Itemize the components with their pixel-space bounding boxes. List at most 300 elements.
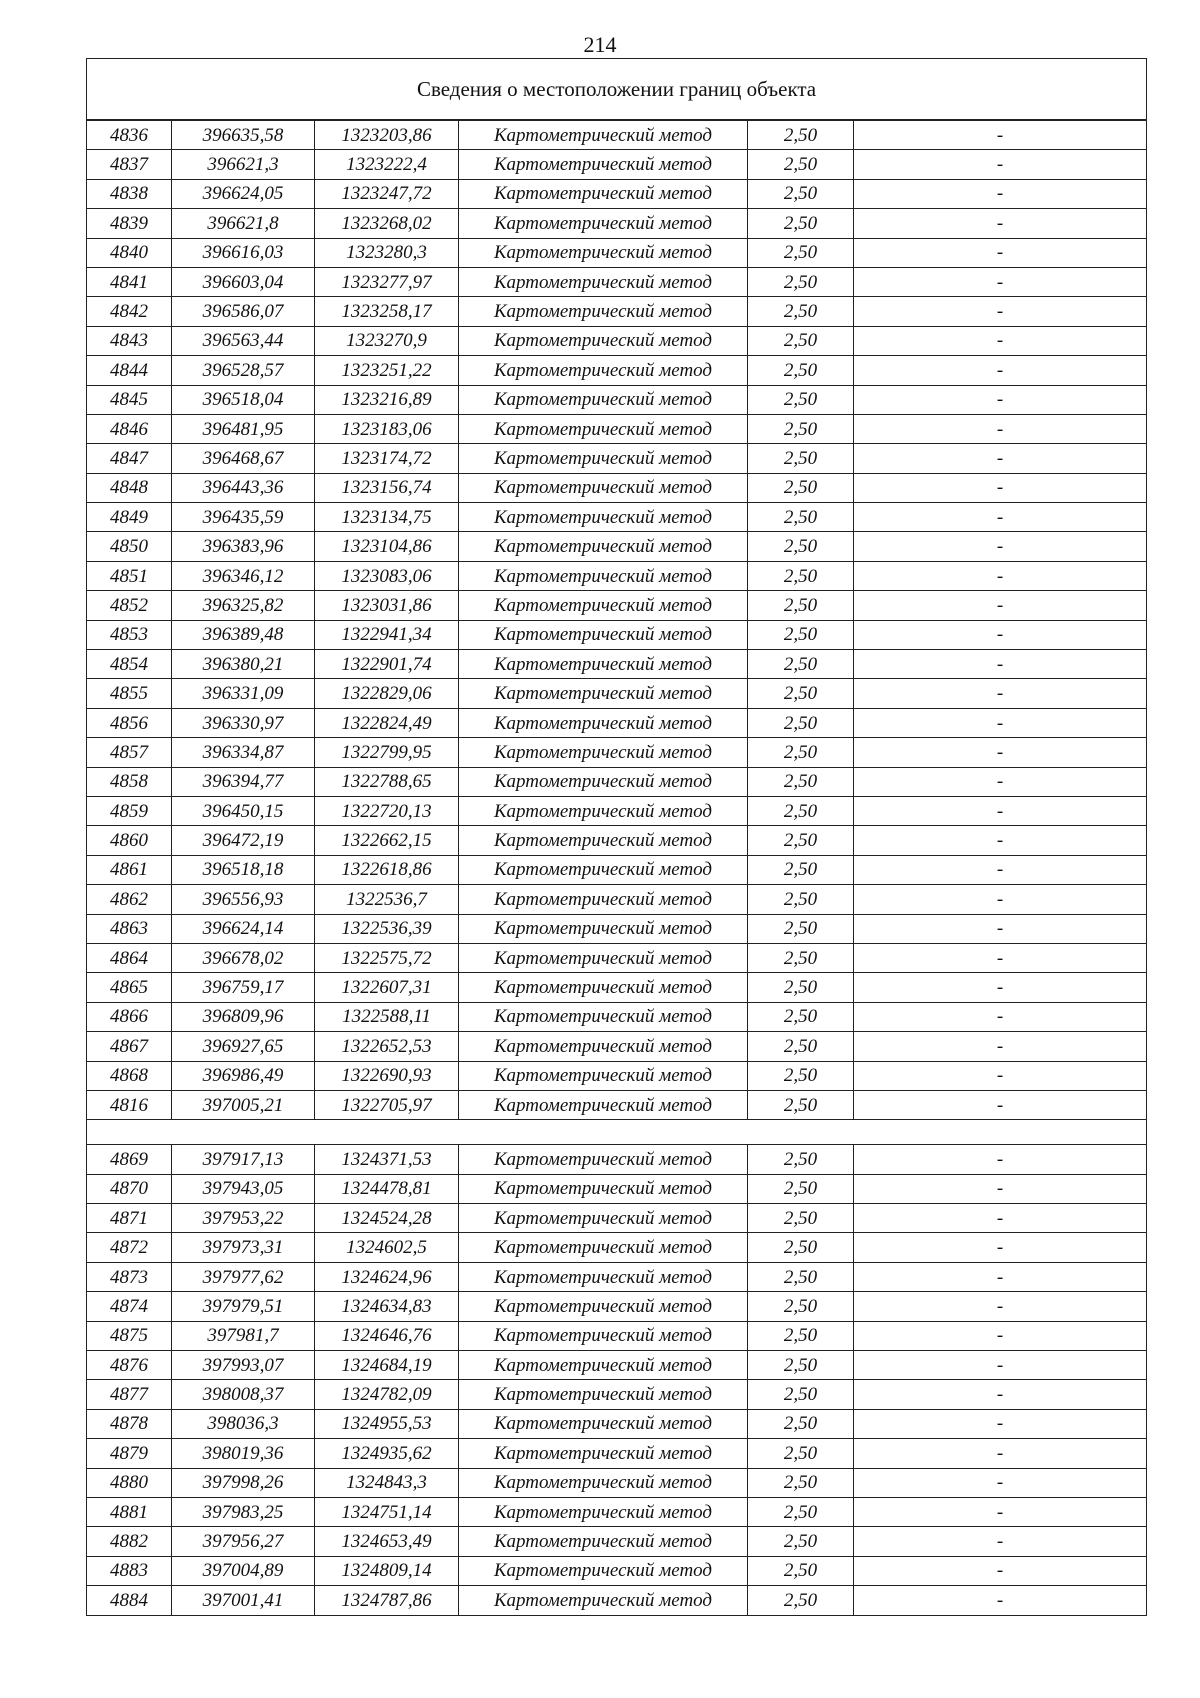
point-number-cell: 4869 (87, 1145, 172, 1174)
y-coordinate-cell: 1324646,76 (315, 1321, 459, 1350)
accuracy-cell: 2,50 (748, 209, 854, 238)
x-coordinate-cell: 396518,04 (172, 385, 315, 414)
y-coordinate-cell: 1322829,06 (315, 679, 459, 708)
y-coordinate-cell: 1324843,3 (315, 1468, 459, 1497)
point-number-cell: 4880 (87, 1468, 172, 1497)
description-cell: - (854, 1556, 1147, 1585)
point-number-cell: 4873 (87, 1262, 172, 1291)
table-row (87, 1292, 1147, 1321)
x-coordinate-cell: 397953,22 (172, 1204, 315, 1233)
method-cell: Картометрический метод (459, 1090, 748, 1119)
accuracy-cell: 2,50 (748, 1586, 854, 1615)
x-coordinate-cell: 396472,19 (172, 826, 315, 855)
description-cell: - (854, 326, 1147, 355)
table-row (87, 532, 1147, 561)
table-row (87, 1002, 1147, 1031)
y-coordinate-cell: 1324653,49 (315, 1527, 459, 1556)
point-number-cell: 4865 (87, 973, 172, 1002)
x-coordinate-cell: 397977,62 (172, 1262, 315, 1291)
method-cell: Картометрический метод (459, 826, 748, 855)
point-number-cell: 4883 (87, 1556, 172, 1585)
accuracy-cell: 2,50 (748, 1061, 854, 1090)
accuracy-cell: 2,50 (748, 1439, 854, 1468)
accuracy-cell: 2,50 (748, 708, 854, 737)
y-coordinate-cell: 1324751,14 (315, 1497, 459, 1526)
y-coordinate-cell: 1322588,11 (315, 1002, 459, 1031)
description-cell: - (854, 650, 1147, 679)
method-cell: Картометрический метод (459, 1556, 748, 1585)
accuracy-cell: 2,50 (748, 1174, 854, 1203)
method-cell: Картометрический метод (459, 1292, 748, 1321)
accuracy-cell: 2,50 (748, 414, 854, 443)
y-coordinate-cell: 1323134,75 (315, 503, 459, 532)
point-number-cell: 4868 (87, 1061, 172, 1090)
section-separator-row (87, 1120, 1147, 1145)
description-cell: - (854, 1262, 1147, 1291)
method-cell: Картометрический метод (459, 1145, 748, 1174)
accuracy-cell: 2,50 (748, 238, 854, 267)
y-coordinate-cell: 1322652,53 (315, 1032, 459, 1061)
point-number-cell: 4851 (87, 561, 172, 590)
description-cell: - (854, 1586, 1147, 1615)
method-cell: Картометрический метод (459, 1380, 748, 1409)
table-row (87, 1497, 1147, 1526)
table-title: Сведения о местоположении границ объекта (87, 59, 1147, 121)
accuracy-cell: 2,50 (748, 1351, 854, 1380)
point-number-cell: 4861 (87, 855, 172, 884)
accuracy-cell: 2,50 (748, 267, 854, 296)
point-number-cell: 4841 (87, 267, 172, 296)
description-cell: - (854, 943, 1147, 972)
table-row (87, 1468, 1147, 1497)
table-row (87, 150, 1147, 179)
point-number-cell: 4857 (87, 738, 172, 767)
point-number-cell: 4875 (87, 1321, 172, 1350)
description-cell: - (854, 591, 1147, 620)
x-coordinate-cell: 396986,49 (172, 1061, 315, 1090)
y-coordinate-cell: 1322607,31 (315, 973, 459, 1002)
x-coordinate-cell: 396603,04 (172, 267, 315, 296)
y-coordinate-cell: 1323270,9 (315, 326, 459, 355)
accuracy-cell: 2,50 (748, 1204, 854, 1233)
x-coordinate-cell: 397973,31 (172, 1233, 315, 1262)
description-cell: - (854, 356, 1147, 385)
x-coordinate-cell: 396624,05 (172, 179, 315, 208)
x-coordinate-cell: 396443,36 (172, 473, 315, 502)
x-coordinate-cell: 397005,21 (172, 1090, 315, 1119)
y-coordinate-cell: 1322799,95 (315, 738, 459, 767)
table-row (87, 414, 1147, 443)
method-cell: Картометрический метод (459, 1002, 748, 1031)
y-coordinate-cell: 1324955,53 (315, 1409, 459, 1438)
description-cell: - (854, 826, 1147, 855)
accuracy-cell: 2,50 (748, 826, 854, 855)
y-coordinate-cell: 1323216,89 (315, 385, 459, 414)
description-cell: - (854, 150, 1147, 179)
description-cell: - (854, 120, 1147, 150)
description-cell: - (854, 238, 1147, 267)
accuracy-cell: 2,50 (748, 150, 854, 179)
x-coordinate-cell: 397979,51 (172, 1292, 315, 1321)
description-cell: - (854, 209, 1147, 238)
method-cell: Картометрический метод (459, 1351, 748, 1380)
y-coordinate-cell: 1322824,49 (315, 708, 459, 737)
y-coordinate-cell: 1322720,13 (315, 796, 459, 825)
accuracy-cell: 2,50 (748, 385, 854, 414)
accuracy-cell: 2,50 (748, 297, 854, 326)
method-cell: Картометрический метод (459, 297, 748, 326)
point-number-cell: 4838 (87, 179, 172, 208)
description-cell: - (854, 620, 1147, 649)
y-coordinate-cell: 1324524,28 (315, 1204, 459, 1233)
point-number-cell: 4866 (87, 1002, 172, 1031)
table-row (87, 767, 1147, 796)
point-number-cell: 4872 (87, 1233, 172, 1262)
description-cell: - (854, 679, 1147, 708)
y-coordinate-cell: 1323031,86 (315, 591, 459, 620)
description-cell: - (854, 1002, 1147, 1031)
accuracy-cell: 2,50 (748, 503, 854, 532)
point-number-cell: 4876 (87, 1351, 172, 1380)
table-body (87, 59, 1147, 1616)
point-number-cell: 4848 (87, 473, 172, 502)
x-coordinate-cell: 397917,13 (172, 1145, 315, 1174)
point-number-cell: 4853 (87, 620, 172, 649)
accuracy-cell: 2,50 (748, 767, 854, 796)
description-cell: - (854, 914, 1147, 943)
table-row (87, 1061, 1147, 1090)
accuracy-cell: 2,50 (748, 561, 854, 590)
point-number-cell: 4859 (87, 796, 172, 825)
description-cell: - (854, 297, 1147, 326)
y-coordinate-cell: 1323156,74 (315, 473, 459, 502)
x-coordinate-cell: 396621,8 (172, 209, 315, 238)
point-number-cell: 4879 (87, 1439, 172, 1468)
description-cell: - (854, 414, 1147, 443)
accuracy-cell: 2,50 (748, 1556, 854, 1585)
accuracy-cell: 2,50 (748, 1292, 854, 1321)
x-coordinate-cell: 397943,05 (172, 1174, 315, 1203)
point-number-cell: 4852 (87, 591, 172, 620)
y-coordinate-cell: 1324782,09 (315, 1380, 459, 1409)
table-row (87, 826, 1147, 855)
description-cell: - (854, 561, 1147, 590)
table-row (87, 1145, 1147, 1174)
method-cell: Картометрический метод (459, 209, 748, 238)
table-row (87, 120, 1147, 150)
accuracy-cell: 2,50 (748, 943, 854, 972)
y-coordinate-cell: 1323277,97 (315, 267, 459, 296)
x-coordinate-cell: 396809,96 (172, 1002, 315, 1031)
accuracy-cell: 2,50 (748, 650, 854, 679)
accuracy-cell: 2,50 (748, 1468, 854, 1497)
description-cell: - (854, 267, 1147, 296)
description-cell: - (854, 179, 1147, 208)
table-row (87, 1556, 1147, 1585)
method-cell: Картометрический метод (459, 473, 748, 502)
description-cell: - (854, 1204, 1147, 1233)
boundary-coordinates-table (86, 58, 1147, 1616)
description-cell: - (854, 1527, 1147, 1556)
description-cell: - (854, 1380, 1147, 1409)
description-cell: - (854, 1497, 1147, 1526)
accuracy-cell: 2,50 (748, 885, 854, 914)
point-number-cell: 4850 (87, 532, 172, 561)
y-coordinate-cell: 1323203,86 (315, 120, 459, 150)
x-coordinate-cell: 396528,57 (172, 356, 315, 385)
table-row (87, 503, 1147, 532)
y-coordinate-cell: 1322662,15 (315, 826, 459, 855)
point-number-cell: 4856 (87, 708, 172, 737)
point-number-cell: 4846 (87, 414, 172, 443)
table-row (87, 561, 1147, 590)
point-number-cell: 4845 (87, 385, 172, 414)
point-number-cell: 4862 (87, 885, 172, 914)
table-row (87, 1527, 1147, 1556)
point-number-cell: 4843 (87, 326, 172, 355)
point-number-cell: 4867 (87, 1032, 172, 1061)
x-coordinate-cell: 396678,02 (172, 943, 315, 972)
y-coordinate-cell: 1323258,17 (315, 297, 459, 326)
y-coordinate-cell: 1324935,62 (315, 1439, 459, 1468)
table-row (87, 1204, 1147, 1233)
accuracy-cell: 2,50 (748, 679, 854, 708)
method-cell: Картометрический метод (459, 973, 748, 1002)
table-row (87, 1032, 1147, 1061)
point-number-cell: 4836 (87, 120, 172, 150)
y-coordinate-cell: 1324602,5 (315, 1233, 459, 1262)
method-cell: Картометрический метод (459, 1032, 748, 1061)
method-cell: Картометрический метод (459, 796, 748, 825)
method-cell: Картометрический метод (459, 238, 748, 267)
y-coordinate-cell: 1323280,3 (315, 238, 459, 267)
table-row (87, 179, 1147, 208)
accuracy-cell: 2,50 (748, 1002, 854, 1031)
description-cell: - (854, 1174, 1147, 1203)
description-cell: - (854, 385, 1147, 414)
method-cell: Картометрический метод (459, 267, 748, 296)
description-cell: - (854, 796, 1147, 825)
y-coordinate-cell: 1322901,74 (315, 650, 459, 679)
method-cell: Картометрический метод (459, 356, 748, 385)
accuracy-cell: 2,50 (748, 1497, 854, 1526)
y-coordinate-cell: 1322536,7 (315, 885, 459, 914)
accuracy-cell: 2,50 (748, 1262, 854, 1291)
point-number-cell: 4855 (87, 679, 172, 708)
method-cell: Картометрический метод (459, 1439, 748, 1468)
x-coordinate-cell: 396450,15 (172, 796, 315, 825)
accuracy-cell: 2,50 (748, 1321, 854, 1350)
x-coordinate-cell: 396389,48 (172, 620, 315, 649)
table-row (87, 885, 1147, 914)
y-coordinate-cell: 1323268,02 (315, 209, 459, 238)
y-coordinate-cell: 1322536,39 (315, 914, 459, 943)
table-row (87, 973, 1147, 1002)
point-number-cell: 4871 (87, 1204, 172, 1233)
description-cell: - (854, 1292, 1147, 1321)
method-cell: Картометрический метод (459, 708, 748, 737)
table-row (87, 914, 1147, 943)
description-cell: - (854, 708, 1147, 737)
y-coordinate-cell: 1322690,93 (315, 1061, 459, 1090)
x-coordinate-cell: 397998,26 (172, 1468, 315, 1497)
accuracy-cell: 2,50 (748, 620, 854, 649)
x-coordinate-cell: 398008,37 (172, 1380, 315, 1409)
method-cell: Картометрический метод (459, 179, 748, 208)
y-coordinate-cell: 1324684,19 (315, 1351, 459, 1380)
y-coordinate-cell: 1324787,86 (315, 1586, 459, 1615)
x-coordinate-cell: 397983,25 (172, 1497, 315, 1526)
x-coordinate-cell: 396481,95 (172, 414, 315, 443)
description-cell: - (854, 1032, 1147, 1061)
accuracy-cell: 2,50 (748, 444, 854, 473)
description-cell: - (854, 1468, 1147, 1497)
x-coordinate-cell: 396586,07 (172, 297, 315, 326)
x-coordinate-cell: 396325,82 (172, 591, 315, 620)
accuracy-cell: 2,50 (748, 738, 854, 767)
method-cell: Картометрический метод (459, 150, 748, 179)
method-cell: Картометрический метод (459, 738, 748, 767)
y-coordinate-cell: 1322941,34 (315, 620, 459, 649)
table-row (87, 650, 1147, 679)
point-number-cell: 4882 (87, 1527, 172, 1556)
description-cell: - (854, 885, 1147, 914)
accuracy-cell: 2,50 (748, 1032, 854, 1061)
table-row (87, 1351, 1147, 1380)
table-row (87, 1233, 1147, 1262)
x-coordinate-cell: 396330,97 (172, 708, 315, 737)
description-cell: - (854, 973, 1147, 1002)
table-row (87, 855, 1147, 884)
method-cell: Картометрический метод (459, 1527, 748, 1556)
x-coordinate-cell: 396518,18 (172, 855, 315, 884)
description-cell: - (854, 767, 1147, 796)
y-coordinate-cell: 1324624,96 (315, 1262, 459, 1291)
method-cell: Картометрический метод (459, 444, 748, 473)
x-coordinate-cell: 396394,77 (172, 767, 315, 796)
accuracy-cell: 2,50 (748, 591, 854, 620)
accuracy-cell: 2,50 (748, 179, 854, 208)
table-row (87, 267, 1147, 296)
method-cell: Картометрический метод (459, 620, 748, 649)
accuracy-cell: 2,50 (748, 473, 854, 502)
method-cell: Картометрический метод (459, 885, 748, 914)
table-row (87, 1321, 1147, 1350)
table-row (87, 356, 1147, 385)
method-cell: Картометрический метод (459, 1586, 748, 1615)
method-cell: Картометрический метод (459, 1061, 748, 1090)
x-coordinate-cell: 397001,41 (172, 1586, 315, 1615)
point-number-cell: 4884 (87, 1586, 172, 1615)
method-cell: Картометрический метод (459, 414, 748, 443)
table-row (87, 1439, 1147, 1468)
point-number-cell: 4877 (87, 1380, 172, 1409)
x-coordinate-cell: 396380,21 (172, 650, 315, 679)
method-cell: Картометрический метод (459, 914, 748, 943)
description-cell: - (854, 1145, 1147, 1174)
method-cell: Картометрический метод (459, 855, 748, 884)
point-number-cell: 4870 (87, 1174, 172, 1203)
table-row (87, 326, 1147, 355)
point-number-cell: 4881 (87, 1497, 172, 1526)
x-coordinate-cell: 398019,36 (172, 1439, 315, 1468)
x-coordinate-cell: 396346,12 (172, 561, 315, 590)
y-coordinate-cell: 1323222,4 (315, 150, 459, 179)
method-cell: Картометрический метод (459, 326, 748, 355)
description-cell: - (854, 1233, 1147, 1262)
table-row (87, 1262, 1147, 1291)
description-cell: - (854, 1321, 1147, 1350)
y-coordinate-cell: 1324634,83 (315, 1292, 459, 1321)
point-number-cell: 4847 (87, 444, 172, 473)
accuracy-cell: 2,50 (748, 1380, 854, 1409)
point-number-cell: 4854 (87, 650, 172, 679)
description-cell: - (854, 1439, 1147, 1468)
method-cell: Картометрический метод (459, 532, 748, 561)
y-coordinate-cell: 1323247,72 (315, 179, 459, 208)
method-cell: Картометрический метод (459, 1321, 748, 1350)
point-number-cell: 4858 (87, 767, 172, 796)
x-coordinate-cell: 396635,58 (172, 120, 315, 150)
point-number-cell: 4878 (87, 1409, 172, 1438)
y-coordinate-cell: 1324809,14 (315, 1556, 459, 1585)
table-row (87, 473, 1147, 502)
point-number-cell: 4849 (87, 503, 172, 532)
table-row (87, 943, 1147, 972)
method-cell: Картометрический метод (459, 650, 748, 679)
accuracy-cell: 2,50 (748, 1233, 854, 1262)
y-coordinate-cell: 1324371,53 (315, 1145, 459, 1174)
table-row (87, 1174, 1147, 1203)
x-coordinate-cell: 398036,3 (172, 1409, 315, 1438)
table-row (87, 738, 1147, 767)
description-cell: - (854, 473, 1147, 502)
y-coordinate-cell: 1323104,86 (315, 532, 459, 561)
method-cell: Картометрический метод (459, 943, 748, 972)
y-coordinate-cell: 1322575,72 (315, 943, 459, 972)
table-row (87, 297, 1147, 326)
table-row (87, 238, 1147, 267)
x-coordinate-cell: 396334,87 (172, 738, 315, 767)
description-cell: - (854, 532, 1147, 561)
x-coordinate-cell: 396383,96 (172, 532, 315, 561)
x-coordinate-cell: 396435,59 (172, 503, 315, 532)
accuracy-cell: 2,50 (748, 1409, 854, 1438)
accuracy-cell: 2,50 (748, 1090, 854, 1119)
x-coordinate-cell: 396331,09 (172, 679, 315, 708)
y-coordinate-cell: 1323083,06 (315, 561, 459, 590)
x-coordinate-cell: 396927,65 (172, 1032, 315, 1061)
point-number-cell: 4864 (87, 943, 172, 972)
table-row (87, 708, 1147, 737)
page-number: 214 (583, 32, 617, 57)
table-row (87, 620, 1147, 649)
y-coordinate-cell: 1322618,86 (315, 855, 459, 884)
table-title-row (87, 59, 1147, 121)
table-row (87, 591, 1147, 620)
table-row (87, 1586, 1147, 1615)
point-number-cell: 4863 (87, 914, 172, 943)
description-cell: - (854, 1061, 1147, 1090)
method-cell: Картометрический метод (459, 1174, 748, 1203)
point-number-cell: 4839 (87, 209, 172, 238)
y-coordinate-cell: 1323251,22 (315, 356, 459, 385)
method-cell: Картометрический метод (459, 1233, 748, 1262)
point-number-cell: 4840 (87, 238, 172, 267)
x-coordinate-cell: 396468,67 (172, 444, 315, 473)
table-row (87, 1380, 1147, 1409)
method-cell: Картометрический метод (459, 385, 748, 414)
